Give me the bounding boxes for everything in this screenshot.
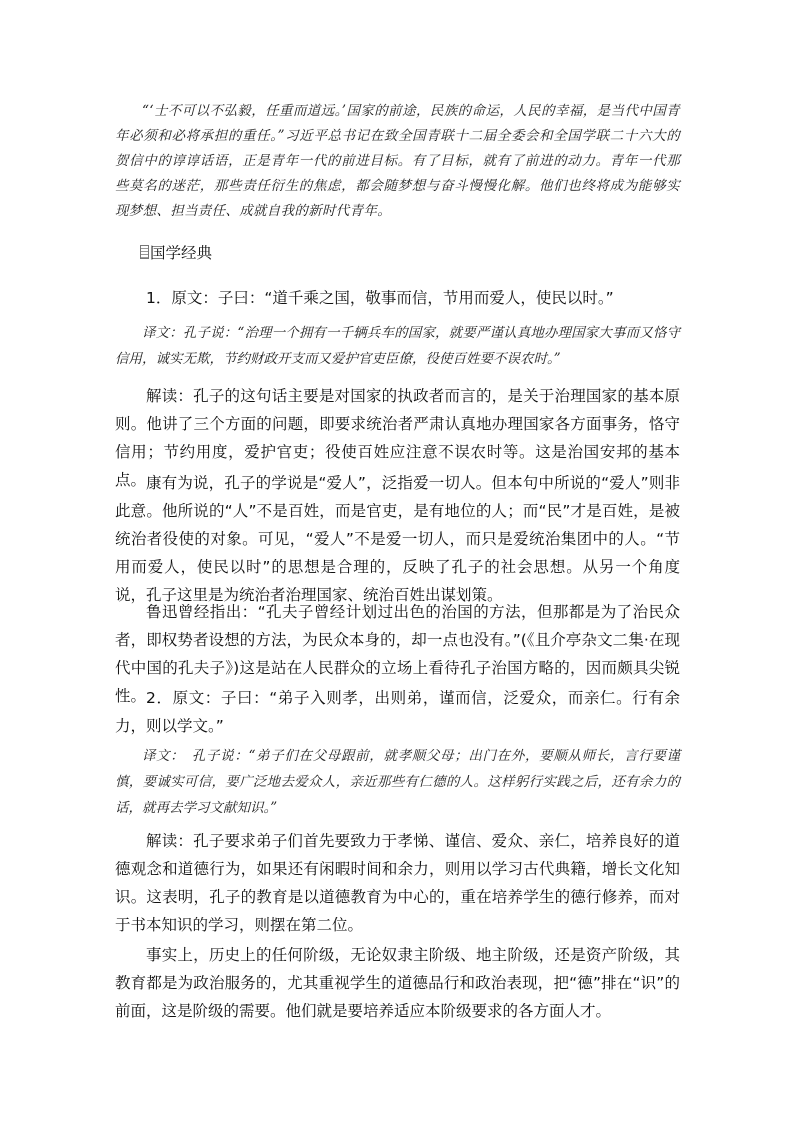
item1-original: 1．原文：子曰：“道千乘之国，敬事而信，节用而爱人，使民以时。”	[146, 289, 614, 307]
item2-translation: 译文： 孔子说：“弟子们在父母跟前，就孝顺父母；出门在外，要顺从师长，言行要谨慎，要诚实可信，要广泛地去爱众人，亲近那些有仁德的人。这样躬行实践之后，还有余力的话，就再去学习文献知识。”	[115, 748, 680, 816]
item2-explanation-2: 事实上，历史上的任何阶级，无论奴隶主阶级、地主阶级，还是资产阶级，其教育都是为政治服务的，尤其重视学生的道德品行和政治表现，把“德”排在“识”的前面，这是阶级的需要。他们就是要培养适应本阶级要求的各方面人才。	[115, 946, 680, 1020]
section-marker-icon	[140, 245, 149, 259]
intro-paragraph: “‘士不可以不弘毅，任重而道远。’国家的前途，民族的命运，人民的幸福，是当代中国青年必须和必将承担的重任。”习近平总书记在致全国青联十二届全委会和全国学联二十六大的贺信中的谆谆话语，正是青年一代的前进目标。有了目标，就有了前进的动力。青年一代那些莫名的迷茫，那些责任衍生的焦虑，都会随梦想与奋斗慢慢化解。他们也终将成为能够实现梦想、担当责任、成就自我的新时代青年。	[115, 103, 680, 219]
item1-explanation-1: 解读：孔子的这句话主要是对国家的执政者而言的，是关于治理国家的基本原则。他讲了三个方面的问题，即要求统治者严肃认真地办理国家各方面事务，恪守信用；节约用度，爱护官吏；役使百姓应注意不误农时等。这是治国安邦的基本点。	[115, 387, 680, 489]
item1-translation: 译文：孔子说：“治理一个拥有一千辆兵车的国家，就要严谨认真地办理国家大事而又恪守信用，诚实无欺，节约财政开支而又爱护官吏臣僚，役使百姓要不误农时。”	[115, 325, 680, 367]
item2-explanation-1: 解读：孔子要求弟子们首先要致力于孝悌、谨信、爱众、亲仁，培养良好的道德观念和道德行为，如果还有闲暇时间和余力，则用以学习古代典籍，增长文化知识。这表明，孔子的教育是以道德教育为中心的，重在培养学生的德行修养，而对于书本知识的学习，则摆在第二位。	[115, 832, 680, 934]
item1-explanation-2: 康有为说，孔子的学说是“爱人”，泛指爱一切人。但本句中所说的“爱人”则非此意。他所说的“人”不是百姓，而是官吏，是有地位的人；而“民”才是百姓，是被统治者役使的对象。可见，“爱人”不是爱一切人，而只是爱统治集团中的人。“节用而爱人，使民以时”的思想是合理的，反映了孔子的社会思想。从另一个角度说，孔子这里是为统治者治理国家、统治百姓出谋划策。	[115, 474, 680, 604]
item1-explanation-3: 鲁迅曾经指出：“孔夫子曾经计划过出色的治国的方法，但那都是为了治民众者，即权势者设想的方法，为民众本身的，却一点也没有。”(《且介亭杂文二集·在现代中国的孔夫子》)这是站在人民群众的立场上看待孔子治国方略的，因而颇具尖锐性。	[115, 603, 680, 705]
item2-original: 2．原文：子曰：“弟子入则孝，出则弟，谨而信，泛爱众，而亲仁。行有余力，则以学文。”	[115, 689, 680, 735]
section-heading	[140, 241, 212, 265]
section-title: 国学经典	[150, 244, 213, 262]
